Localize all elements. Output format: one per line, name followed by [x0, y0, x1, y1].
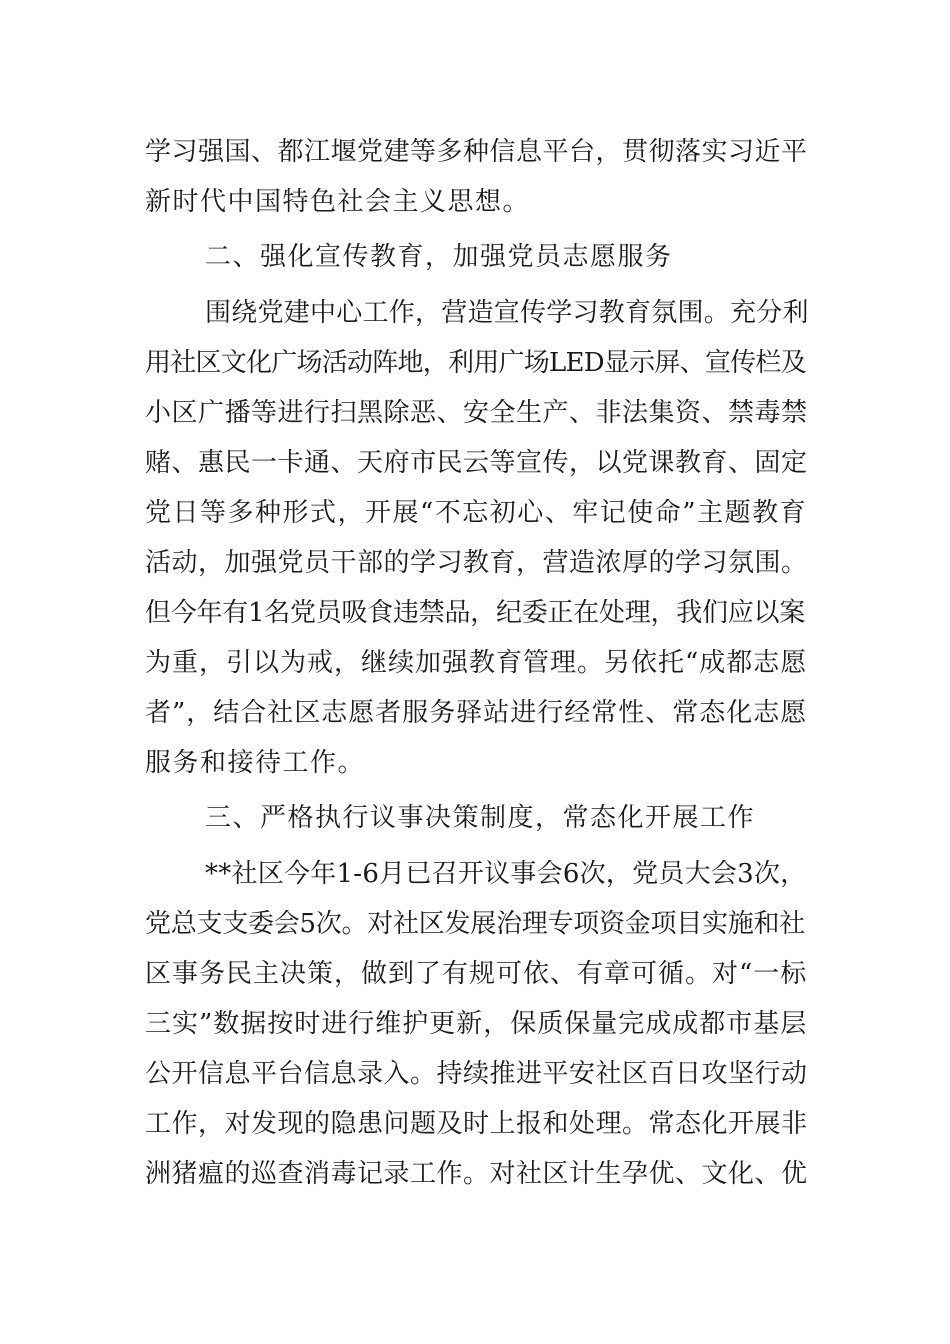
paragraph-line: 围绕党建中心工作，营造宣传学习教育氛围。充分利: [205, 298, 809, 328]
paragraph-line: 新时代中国特色社会主义思想。: [145, 187, 531, 217]
paragraph-line: 赌、惠民一卡通、天府市民云等宣传，以党课教育、固定: [145, 448, 808, 478]
paragraph-line: 用社区文化广场活动阵地，利用广场LED显示屏、宣传栏及: [145, 348, 806, 378]
paragraph-line: 为重，引以为戒，继续加强教育管理。另依托“成都志愿: [145, 648, 808, 678]
paragraph-line: 党总支支委会5次。对社区发展治理专项资金项目实施和社: [145, 909, 806, 939]
paragraph-line: 学习强国、都江堰党建等多种信息平台，贯彻落实习近平: [145, 137, 808, 167]
paragraph-line: 三实”数据按时进行维护更新，保质保量完成成都市基层: [145, 1009, 808, 1039]
paragraph-line: **社区今年1-6月已召开议事会6次，党员大会3次，: [205, 859, 807, 889]
paragraph-line: 者”，结合社区志愿者服务驿站进行经常性、常态化志愿: [145, 698, 808, 728]
section-heading-2: 二、强化宣传教育，加强党员志愿服务: [205, 242, 673, 272]
paragraph-line: 公开信息平台信息录入。持续推进平安社区百日攻坚行动: [145, 1059, 808, 1089]
paragraph-line: 工作，对发现的隐患问题及时上报和处理。常态化开展非: [145, 1109, 808, 1139]
paragraph-line: 但今年有1名党员吸食违禁品，纪委正在处理，我们应以案: [145, 598, 806, 628]
section-heading-3: 三、严格执行议事决策制度，常态化开展工作: [205, 803, 756, 833]
paragraph-line: 区事务民主决策，做到了有规可依、有章可循。对“一标: [145, 959, 808, 989]
paragraph-line: 服务和接待工作。: [145, 748, 366, 778]
paragraph-line: 活动，加强党员干部的学习教育，营造浓厚的学习氛围。: [145, 548, 808, 578]
paragraph-line: 党日等多种形式，开展“不忘初心、牢记使命”主题教育: [145, 498, 808, 528]
paragraph-line: 洲猪瘟的巡查消毒记录工作。对社区计生孕优、文化、优: [145, 1159, 808, 1189]
paragraph-line: 小区广播等进行扫黑除恶、安全生产、非法集资、禁毒禁: [145, 398, 808, 428]
